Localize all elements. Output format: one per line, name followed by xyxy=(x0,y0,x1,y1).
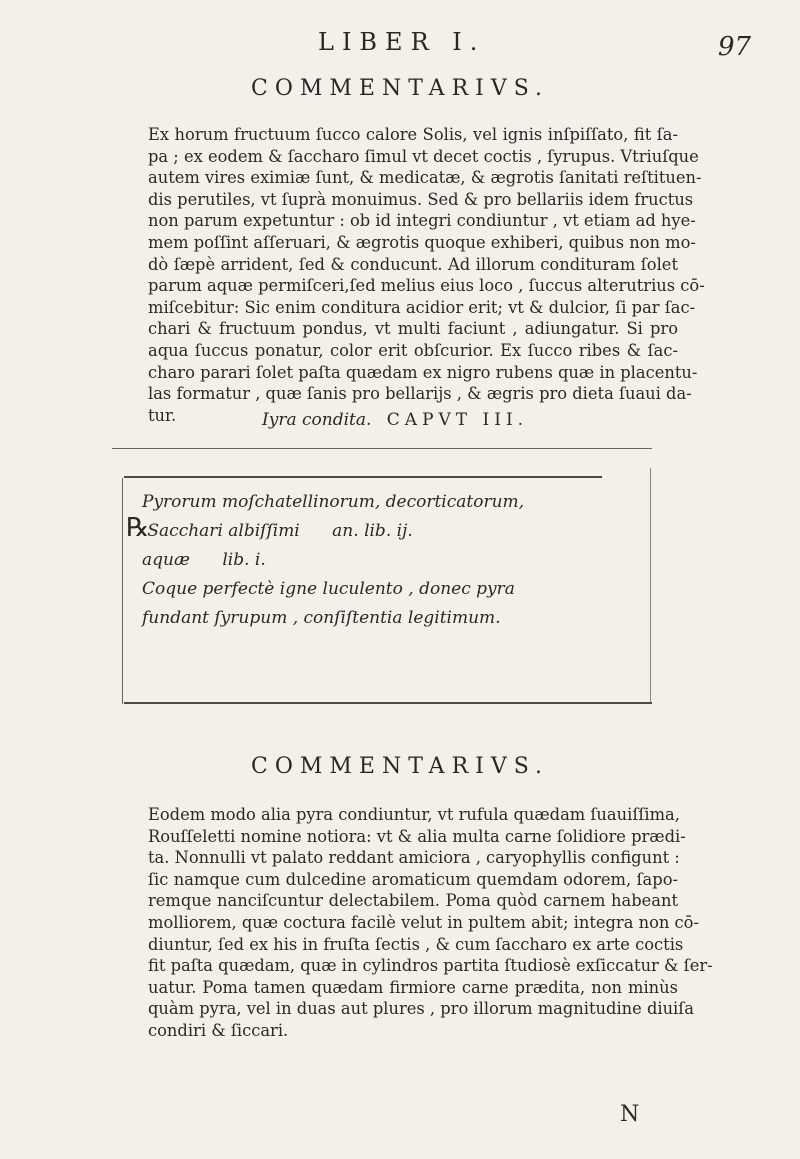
text-line: condiri & ſiccari. xyxy=(148,1020,289,1040)
commentary-heading-1: COMMENTARIVS. xyxy=(250,76,549,101)
box-rule-inner-top xyxy=(124,476,602,478)
text-line: chari & fructuum pondus, vt multi faciunt , adiungatur. Si pro xyxy=(148,319,678,339)
text-line: dis perutiles, vt ſuprà monuimus. Sed & pro bellariis idem fructus xyxy=(148,189,694,209)
chapter-title xyxy=(262,410,528,430)
recipe-line: Coque perfectè igne luculento , donec pyra xyxy=(142,579,515,599)
recipe-text xyxy=(126,488,642,633)
commentary-paragraph-1 xyxy=(148,124,705,426)
recipe-line: fundant ſyrupum , conſiſtentia legitimum. xyxy=(142,608,501,628)
chapter-number: CAPVT III. xyxy=(386,410,529,430)
text-line: charo parari ſolet paſta quædam ex nigro rubens quæ in placentu- xyxy=(148,362,698,382)
text-line: Eodem modo alia pyra condiuntur, vt rufula quædam ſuauiſſima, xyxy=(148,805,680,824)
text-line: remque nanciſcuntur delectabilem. Poma quòd carnem habeant xyxy=(148,891,678,911)
commentary-paragraph-2 xyxy=(148,804,713,1042)
running-head-title: LIBER I. xyxy=(318,28,486,56)
text-line: miſcebitur: Sic enim conditura acidior erit; vt & dulcior, ſi par ſac- xyxy=(148,297,696,317)
text-line: aqua ſuccus ponatur, color erit obſcurior. Ex ſucco ribes & ſac- xyxy=(148,340,678,360)
text-line: Ex horum fructuum ſucco calore Solis, vel ignis inſpiſſato, fit ſa- xyxy=(148,125,678,144)
box-rule-bottom xyxy=(124,702,652,704)
text-line: ſic namque cum dulcedine aromaticum quemdam odorem, ſapo- xyxy=(148,869,678,889)
text-line: fit paſta quædam, quæ in cylindros partita ſtudiosè exſiccatur & ſer- xyxy=(148,956,713,976)
text-line: molliorem, quæ coctura facilè velut in pultem abit; integra non cō- xyxy=(148,912,699,932)
text-line: pa ; ex eodem & ſaccharo ſimul vt decet coctis , ſyrupus. Vtriuſque xyxy=(148,146,699,166)
running-head xyxy=(0,22,800,62)
text-line: non parum expetuntur : ob id integri condiuntur , vt etiam ad hye- xyxy=(148,211,696,231)
text-line: uatur. Poma tamen quædam firmiore carne prædita, non minùs xyxy=(148,977,678,997)
text-line: las formatur , quæ ſanis pro bellarijs , & ægris pro dieta ſuaui da- xyxy=(148,384,692,404)
recipe-line: .Sacchari albiſſimi an. lib. ij. xyxy=(142,521,413,541)
signature-mark: N xyxy=(620,1102,640,1127)
box-rule-left xyxy=(122,478,123,704)
commentary-heading-2: COMMENTARIVS. xyxy=(250,754,549,779)
text-line: ta. Nonnulli vt palato reddant amiciora , caryophyllis configunt : xyxy=(148,848,680,868)
box-rule-top xyxy=(112,448,652,449)
recipe-symbol: ℞ xyxy=(126,513,150,543)
text-line: autem vires eximiæ ſunt, & medicatæ, & ægrotis ſanitati reſtituen- xyxy=(148,168,702,188)
text-line: tur. xyxy=(148,405,177,425)
box-rule-right xyxy=(650,468,651,704)
chapter-title-italic: Iyra condita. xyxy=(262,410,372,430)
text-line: quàm pyra, vel in duas aut plures , pro illorum magnitudine diuiſa xyxy=(148,999,695,1019)
text-line: parum aquæ permiſceri,ſed melius eius loco , ſuccus alterutrius cō- xyxy=(148,276,705,296)
page-number: 97 xyxy=(718,32,752,62)
recipe-line: aquæ lib. i. xyxy=(142,550,266,570)
text-line: diuntur, ſed ex his in fruſta ſectis , & cum ſaccharo ex arte coctis xyxy=(148,934,684,954)
recipe-box xyxy=(112,448,652,710)
text-line: dò ſæpè arrident, ſed & conducunt. Ad illorum condituram ſolet xyxy=(148,254,678,274)
text-line: Rouſſeletti nomine notiora: vt & alia multa carne ſolidiore prædi- xyxy=(148,826,686,846)
recipe-line: Pyrorum moſchatellinorum, decorticatorum, xyxy=(142,492,525,512)
text-line: mem poſſint aſſeruari, & ægrotis quoque exhiberi, quibus non mo- xyxy=(148,232,696,252)
